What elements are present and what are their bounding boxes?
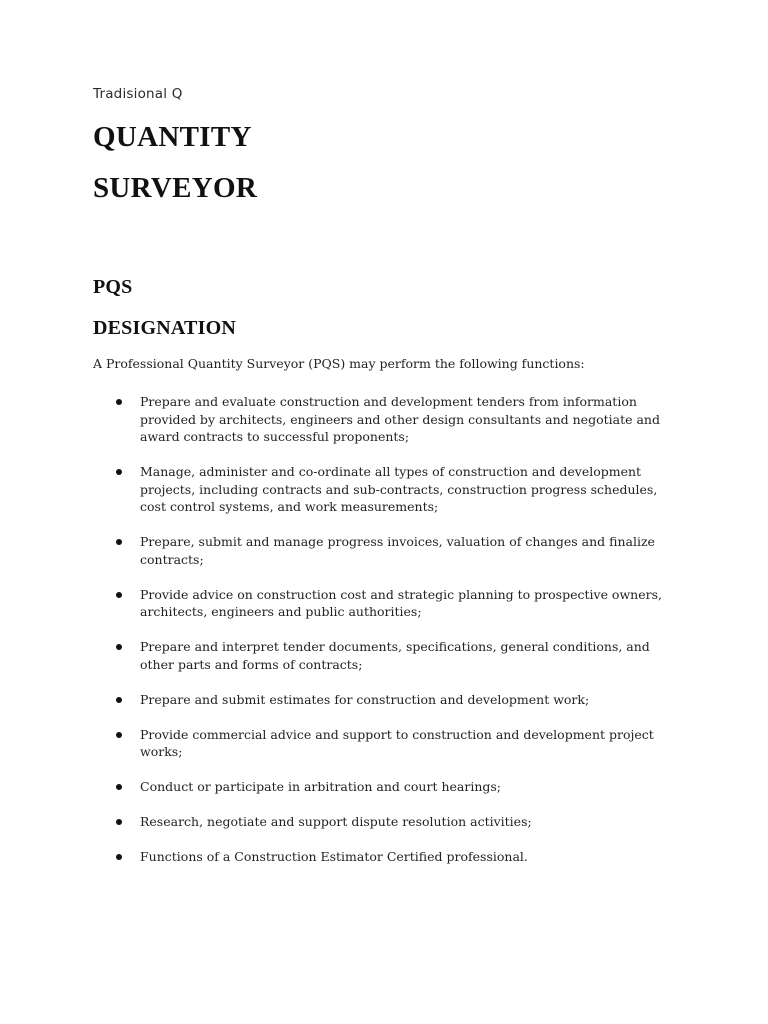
list-item-text: Manage, administer and co-ordinate all types of construction and development projects, including contracts and sub-contracts, construction progress schedules, cost control systems, and work measurements;	[140, 464, 658, 514]
heading-pqs: PQS	[93, 276, 133, 298]
bullet-icon	[116, 539, 122, 545]
bullet-icon	[116, 697, 122, 703]
list-item-text: Conduct or participate in arbitration and court hearings;	[140, 779, 502, 794]
bullet-icon	[116, 469, 122, 475]
list-item	[113, 533, 673, 568]
list-item-text: Research, negotiate and support dispute resolution activities;	[140, 814, 532, 829]
bullet-icon	[116, 854, 122, 860]
list-item-text: Prepare, submit and manage progress invoices, valuation of changes and finalize contracts;	[140, 534, 655, 567]
intro-paragraph: A Professional Quantity Surveyor (PQS) may perform the following functions:	[93, 356, 585, 371]
pre-title: Tradisional Q	[93, 86, 183, 102]
list-item	[113, 778, 673, 796]
list-item-text: Functions of a Construction Estimator Certified professional.	[140, 849, 528, 864]
list-item-text: Provide commercial advice and support to construction and development project works;	[140, 726, 654, 759]
list-item-text: Prepare and interpret tender documents, specifications, general conditions, and other parts and forms of contracts;	[140, 639, 650, 672]
bullet-icon	[116, 732, 122, 738]
list-item-text: Prepare and evaluate construction and development tenders from information provided by architects, engineers and other design consultants and negotiate and award contracts to successful proponents;	[140, 394, 660, 444]
list-item	[113, 463, 673, 516]
bullet-icon	[116, 784, 122, 790]
bullet-icon	[116, 592, 122, 598]
list-item	[113, 691, 673, 709]
title-line-2: SURVEYOR	[93, 172, 258, 204]
bullet-icon	[116, 644, 122, 650]
heading-designation: DESIGNATION	[93, 317, 236, 339]
list-item-text: Prepare and submit estimates for construction and development work;	[140, 691, 590, 707]
list-item	[113, 726, 673, 761]
bullet-icon	[116, 819, 122, 825]
bullet-icon	[116, 399, 122, 405]
list-item	[113, 813, 673, 831]
list-item	[113, 638, 673, 673]
list-item	[113, 586, 673, 621]
list-item	[113, 848, 673, 866]
list-item-text: Provide advice on construction cost and strategic planning to prospective owners, architects, engineers and public authorities;	[140, 586, 662, 619]
list-item	[113, 393, 673, 446]
title-line-1: QUANTITY	[93, 121, 252, 153]
functions-list	[113, 393, 673, 883]
